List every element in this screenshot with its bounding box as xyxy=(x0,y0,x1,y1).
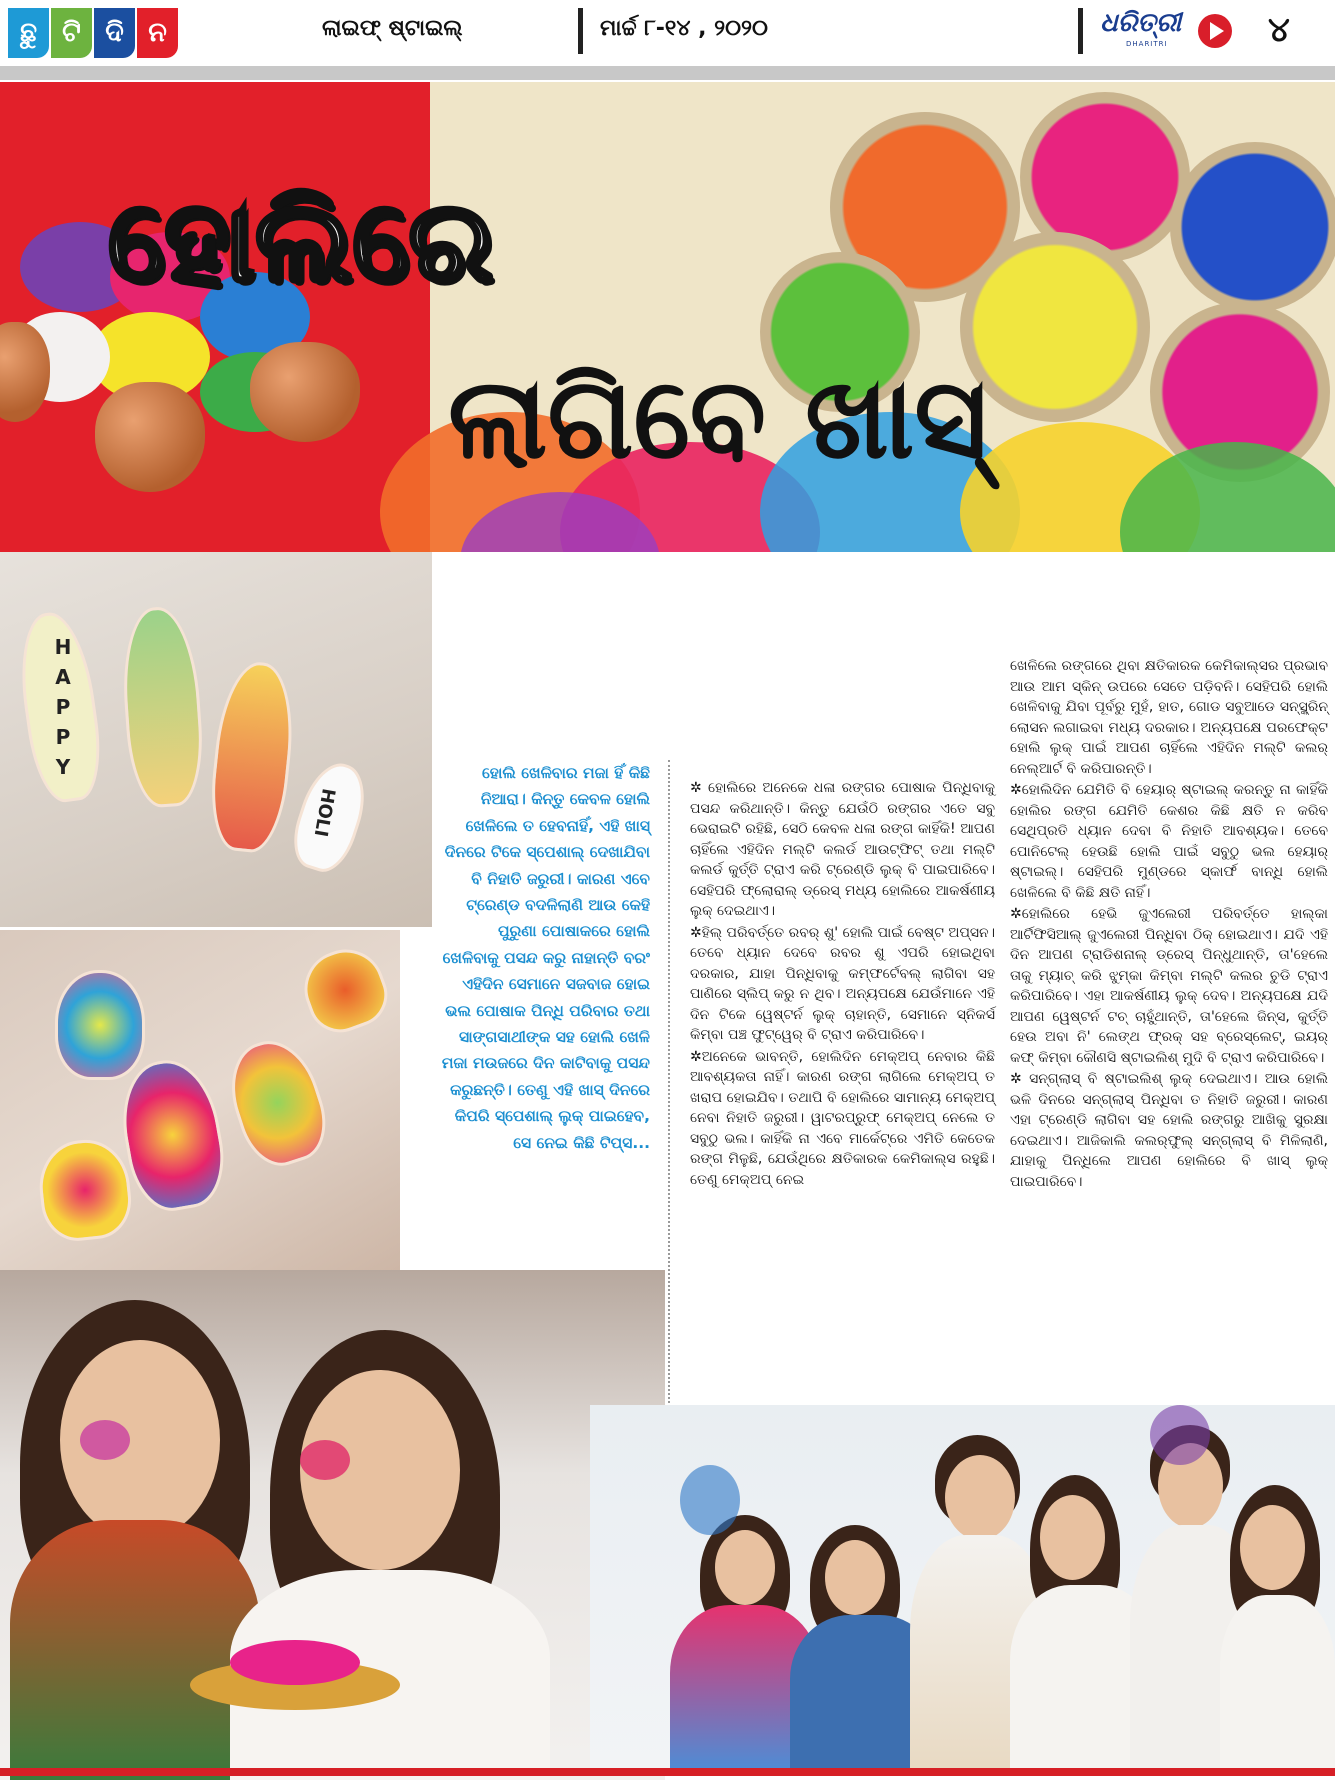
body-paragraph: ✲ହୋଲିରେ ହେଭି ଜୁଏଲେରୀ ପରିବର୍ତ୍ତେ ହାଲ୍‌କା ଆର୍ଟିଫିସିଆଲ୍ ଜୁଏଲେରୀ ପିନ୍ଧିବା ଠିକ୍ ହୋଇଥାଏ। ଯଦି ଏହି ଦିନ ଆପଣ ଟ୍ରାଡିଶନାଲ୍ ଡ୍ରେସ୍ ପିନ୍ଧୁଥାନ୍ତି, ତା'ହେଲେ ତାକୁ ମ୍ୟାଚ୍ କରି ଝୁମ୍‌କା କିମ୍ବା ମଲ୍ଟି କଲର ଚୁଡି ଟ୍ରାଏ କରିପାରିବେ। ଏହା ଆକର୍ଷଣୀୟ ଲୁକ୍ ଦେବ। ଅନ୍ୟପକ୍ଷେ ଯଦି ଆପଣ ୱେଷ୍ଟର୍ନ ଟଚ୍ ଚାହୁଁଥାନ୍ତି, ତା'ହେଲେ ଜିନ୍ସ, କୁର୍ତ୍ତି ହେଉ ଅବା ନି' ଲେଙ୍ଥ ଫ୍ରକ୍ ସହ ବ୍ରେସ୍‌ଲେଟ୍, ଇୟର୍ କଫ୍ କିମ୍ବା କୌଣସି ଷ୍ଟାଇଲିଶ୍ ମୁଦି ବି ଟ୍ରାଏ କରିପାରିବେ। xyxy=(1010,906,1328,1066)
play-icon xyxy=(1198,14,1232,48)
color-smear xyxy=(1150,1405,1210,1465)
nail-holi-text: HOLI xyxy=(309,786,339,839)
body-paragraph: ✲ଅନେକେ ଭାବନ୍ତି, ହୋଲିଦିନ ମେକ୍‌ଅପ୍ ନେବାର କିଛି ଆବଶ୍ୟକତା ନାହିଁ। କାରଣ ରଙ୍ଗ ଲାଗିଲେ ମେକ୍‌ଅପ୍ ତ ଖରାପ ହୋଇଯିବ। ତଥାପି ବି ହୋଲିରେ ସାମାନ୍ୟ ମେକ୍‌ଅପ୍ ନେବା ନିହାତି ଜରୁରୀ। ୱାଟରପ୍ରୁଫ୍ ମେକ୍‌ଅପ୍ ନେଲେ ତ ସବୁଠୁ ଭଲ। କାହିଁକି ନା ଏବେ ମାର୍କେଟ୍‌ରେ ଏମିତି କେତେକ ରଙ୍ଗ ମିଳୁଛି, ଯେଉଁଥିରେ କ୍ଷତିକାରକ କେମିକାଲ୍ସ ରହୁଛି। ତେଣୁ ମେକ୍‌ଅପ୍ ନେଇ xyxy=(690,1048,995,1188)
headline-line-2: ଲାଗିବେ ଖାସ୍ xyxy=(448,354,988,484)
nail xyxy=(205,659,299,856)
nail-art-photo-2 xyxy=(0,930,400,1270)
body-paragraph: ✲ହିଲ୍ ପରିବର୍ତ୍ତେ ରବର୍ ଶୁ' ହୋଲି ପାଇଁ ବେଷ୍ଟ ଅପ୍ସନ। ତେବେ ଧ୍ୟାନ ଦେବେ ରବର ଶୁ ଏପରି ହୋଇଥିବା ଦରକାର, ଯାହା ପିନ୍ଧିବାକୁ କମ୍ଫର୍ଟେବଲ୍ ଲାଗିବା ସହ ପାଣିରେ ସ୍ଲିପ୍ କରୁ ନ ଥିବ। ଅନ୍ୟପକ୍ଷେ ଯେଉଁମାନେ ଏହି ଦିନ ଟିକେ ୱେଷ୍ଟର୍ନ ଲୁକ୍ ଚାହାନ୍ତି, ସେମାନେ ସ୍ନିକର୍ସ କିମ୍ବା ପଞ୍ଚ ଫୁଟ୍‌ୱେର୍ ବି ଟ୍ରାଏ କରିପାରିବେ। xyxy=(690,924,995,1043)
section-label: ଲାଇଫ୍ ଷ୍ଟାଇଲ୍ xyxy=(322,16,463,41)
powder-bowl xyxy=(1170,142,1335,312)
powder-bowl xyxy=(960,232,1150,422)
nail-letter: P xyxy=(55,695,71,719)
nail xyxy=(35,1136,135,1245)
nail-art-photo xyxy=(0,552,432,927)
color-smear xyxy=(300,1440,350,1480)
brand-letter-2: ଟି xyxy=(51,8,92,58)
article-column-middle xyxy=(690,778,995,1191)
person-face xyxy=(1240,1505,1305,1590)
color-smear xyxy=(80,1420,130,1460)
body-paragraph: ✲ ହୋଲିରେ ଅନେକେ ଧଳା ରଙ୍ଗର ପୋଷାକ ପିନ୍ଧିବାକୁ ପସନ୍ଦ କରିଥାନ୍ତି। କିନ୍ତୁ ଯେଉଁଠି ରଙ୍ଗର ଏତେ ସବୁ ଭେରାଇଟି ରହିଛି, ସେଠି କେବଳ ଧଳା ରଙ୍ଗ କାହିଁକି! ଆପଣ ଚାହିଁଲେ ଏହିଦିନ ମଲ୍ଟି କଲର୍ଡ ଆଉଟ୍‌ଫିଟ୍ ତଥା ମଲ୍ଟି କଲର୍ଡ କୁର୍ତ୍ତି ଟ୍ରାଏ କରି ଟ୍ରେଣ୍ଡି ଲୁକ୍ ବି ପାଇପାରିବେ। ସେହିପରି ଫ୍ଲୋରାଲ୍ ଡ୍ରେସ୍ ମଧ୍ୟ ହୋଲିରେ ଆକର୍ଷଣୀୟ ଲୁକ୍ ଦେଇଥାଏ। xyxy=(690,780,995,919)
hero-image xyxy=(0,82,1335,552)
brand-letter-3: ଦି xyxy=(94,8,135,58)
article-column-right xyxy=(1010,656,1328,1193)
paper-name-latin: DHARITRI xyxy=(1126,40,1168,48)
color-smear xyxy=(680,1465,740,1535)
person-face xyxy=(825,1540,885,1615)
paper-logo xyxy=(1100,6,1190,52)
nail xyxy=(55,970,145,1080)
body-paragraph: ✲ହୋଲିଦିନ ଯେମିତି ବି ହେୟାର୍ ଷ୍ଟାଇଲ୍ କରନ୍ତୁ ନା କାହିଁକି ହୋଲିର ରଙ୍ଗ ଯେମିତି କେଶର କିଛି କ୍ଷତି ନ କରିବ ସେଥିପ୍ରତି ଧ୍ୟାନ ଦେବା ବି ନିହାତି ଆବଶ୍ୟକ। ତେବେ ପୋନିଟେଲ୍ ହେଉଛି ହୋଲି ପାଇଁ ସବୁଠୁ ଭଲ ହେୟାର୍ ଷ୍ଟାଇଲ୍। ସେହିପରି ମୁଣ୍ଡରେ ସ୍କାର୍ଫ ବାନ୍ଧି ହୋଲି ଖେଳିଲେ ବି କିଛି କ୍ଷତି ନାହିଁ। xyxy=(1010,782,1328,901)
clay-pot xyxy=(250,342,360,442)
person-face xyxy=(715,1530,775,1605)
person-face xyxy=(1040,1495,1105,1580)
person-body xyxy=(10,1520,260,1780)
group-holi-photo xyxy=(590,1405,1335,1775)
color-powder-heap xyxy=(230,1640,360,1685)
page-number: ୪ xyxy=(1268,10,1290,50)
body-paragraph: ✲ ସନ୍‌ଗ୍ଲାସ୍ ବି ଷ୍ଟାଇଲିଶ୍ ଲୁକ୍ ଦେଇଥାଏ। ଆଉ ହୋଲି ଭଳି ଦିନରେ ସନ୍‌ଗ୍ଲାସ୍ ପିନ୍ଧିବା ତ ନିହାତି ଜରୁରୀ। କାରଣ ଏହା ଟ୍ରେଣ୍ଡି ଲାଗିବା ସହ ହୋଲି ରଙ୍ଗରୁ ଆଖିକୁ ସୁରକ୍ଷା ଦେଇଥାଏ। ଆଜିକାଲି କଲର୍‌ଫୁଲ୍ ସନ୍‌ଗ୍ଲାସ୍ ବି ମିଳିଲାଣି, ଯାହାକୁ ପିନ୍ଧିଲେ ଆପଣ ହୋଲିରେ ବି ଖାସ୍ ଲୁକ୍ ପାଇପାରିବେ। xyxy=(1010,1071,1328,1190)
issue-date: ମାର୍ଚ୍ଚ ୮-୧୪ , ୨୦୨୦ xyxy=(600,16,768,41)
body-paragraph: ଖେଳିଲେ ରଙ୍ଗରେ ଥିବା କ୍ଷତିକାରକ କେମିକାଲ୍ସର ପ୍ରଭାବ ଆଉ ଆମ ସ୍କିନ୍ ଉପରେ ସେତେ ପଡ଼ିବନି। ସେହିପରି ହୋଲି ଖେଳିବାକୁ ଯିବା ପୂର୍ବରୁ ମୁହଁ, ହାତ, ଗୋଡ ସବୁଆଡେ ସନ୍‌ସ୍କ୍ରିନ୍ ଲୋସନ ଲଗାଇବା ମଧ୍ୟ ଦରକାର। ଅନ୍ୟପକ୍ଷେ ପରଫେକ୍ଟ ହୋଲି ଲୁକ୍ ପାଇଁ ଆପଣ ଚାହିଁଲେ ଏହିଦିନ ମଲ୍ଟି କଲର୍ ନେଲ୍‌ଆର୍ଟ ବି କରିପାରନ୍ତି। xyxy=(1010,658,1328,777)
section-brand xyxy=(8,8,178,58)
column-divider xyxy=(668,760,670,1415)
nail xyxy=(294,939,397,1042)
nail-letter: H xyxy=(54,635,72,659)
nail-letter: P xyxy=(55,725,71,749)
masthead-rule xyxy=(0,66,1335,80)
nail xyxy=(113,1053,233,1217)
person-face xyxy=(945,1455,1015,1540)
masthead-divider xyxy=(1078,8,1083,54)
girls-holi-photo xyxy=(0,1270,665,1780)
bottom-rule xyxy=(0,1768,1335,1776)
intro-text: ହୋଲି ଖେଳିବାର ମଜା ହିଁ କିଛି ନିଆରା। କିନ୍ତୁ କେବଳ ହୋଲି ଖେଳିଲେ ତ ହେବନାହିଁ, ଏହି ଖାସ୍ ଦିନରେ ଟିକେ ସ୍ପେଶାଲ୍ ଦେଖାଯିବା ବି ନିହାତି ଜରୁରୀ। କାରଣ ଏବେ ଟ୍ରେଣ୍ଡ ବଦଳିଲାଣି ଆଉ କେହି ପୁରୁଣା ପୋଷାକରେ ହୋଲି ଖେଳିବାକୁ ପସନ୍ଦ କରୁ ନାହାନ୍ତି ବରଂ ଏହିଦିନ ସେମାନେ ସଜବାଜ ହୋଇ ଭଲ ପୋଷାକ ପିନ୍ଧି ପରିବାର ତଥା ସାଙ୍ଗସାଥୀଙ୍କ ସହ ହୋଲି ଖେଳି ମଜା ମଉଜରେ ଦିନ କାଟିବାକୁ ପସନ୍ଦ କରୁଛନ୍ତି। ତେଣୁ ଏହି ଖାସ୍ ଦିନରେ କିପରି ସ୍ପେଶାଲ୍ ଲୁକ୍ ପାଇହେବ, ସେ ନେଇ କିଛି ଟିପ୍ସ... xyxy=(441,764,650,1152)
masthead-divider xyxy=(578,8,583,54)
masthead xyxy=(0,0,1335,64)
brand-letter-4: ନ xyxy=(137,8,178,58)
headline-line-1: ହୋଲିରେ xyxy=(108,177,494,307)
nail xyxy=(218,1030,337,1175)
nail-letter: Y xyxy=(55,755,71,779)
article-intro xyxy=(440,760,650,1220)
brand-letter-1: ଛୁ xyxy=(8,8,49,58)
clay-pot xyxy=(95,382,205,492)
nail xyxy=(118,605,207,810)
person-body xyxy=(1220,1595,1335,1775)
nail-happy-text xyxy=(48,632,78,782)
paper-name: ଧରିତ୍ରୀ xyxy=(1100,8,1182,38)
nail-letter: A xyxy=(55,665,71,689)
